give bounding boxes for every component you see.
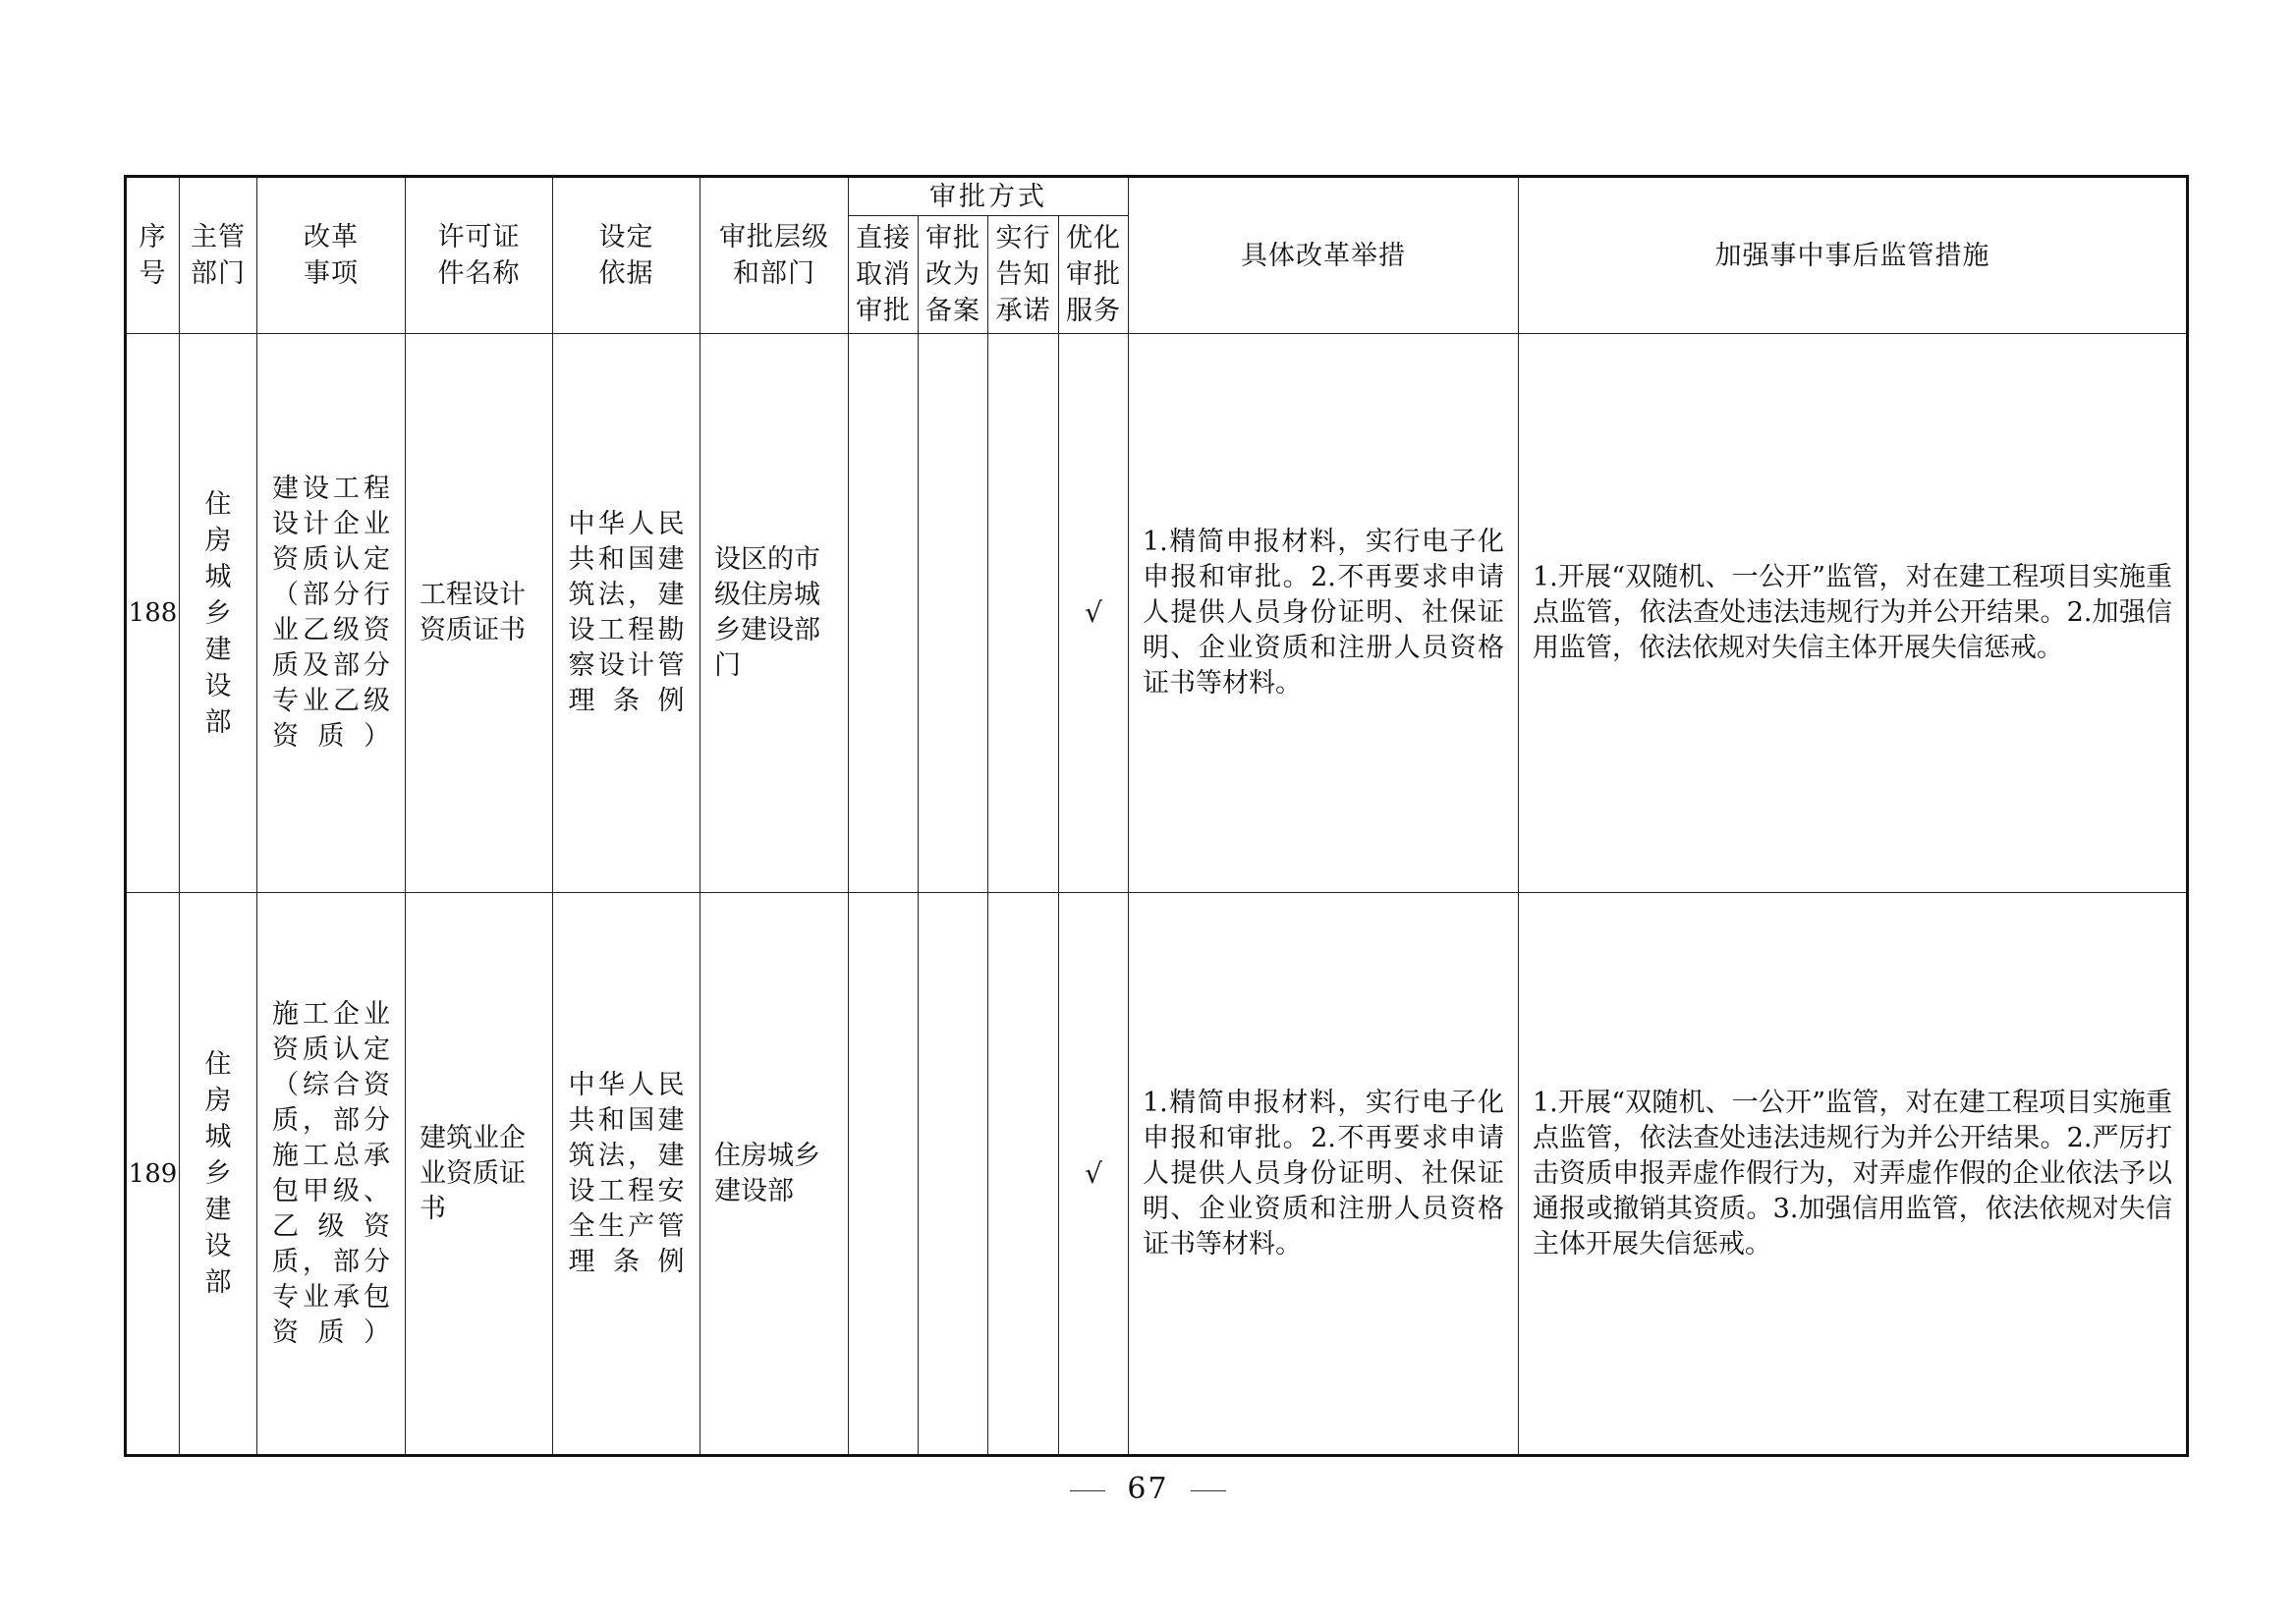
header-item: 改革事项 bbox=[257, 177, 406, 334]
row-item: 建设工程设计企业资质认定（部分行业乙级资质及部分专业乙级资质） bbox=[257, 334, 406, 893]
row-seq: 189 bbox=[126, 893, 180, 1456]
header-level: 审批层级和部门 bbox=[700, 177, 849, 334]
header-mode-record: 审批改为备案 bbox=[919, 216, 988, 334]
row-measures: 1.精简申报材料，实行电子化申报和审批。2.不再要求申请人提供人员身份证明、社保证明、企业资质和注册人员资格证书等材料。 bbox=[1129, 893, 1519, 1456]
row-seq: 188 bbox=[126, 334, 180, 893]
row-mode-cancel bbox=[849, 893, 919, 1456]
header-supervision: 加强事中事后监管措施 bbox=[1519, 177, 2188, 334]
row-supervision: 1.开展“双随机、一公开”监管，对在建工程项目实施重点监管，依法查处违法违规行为并公开结果。2.加强信用监管，依法依规对失信主体开展失信惩戒。 bbox=[1519, 334, 2188, 893]
row-basis: 中华人民共和国建筑法，建设工程勘察设计管理条例 bbox=[553, 334, 700, 893]
row-mode-commitment bbox=[988, 334, 1059, 893]
page-footer bbox=[0, 1472, 2296, 1506]
header-measures: 具体改革举措 bbox=[1129, 177, 1519, 334]
header-row-1 bbox=[126, 177, 2188, 216]
row-basis: 中华人民共和国建筑法，建设工程安全生产管理条例 bbox=[553, 893, 700, 1456]
row-dept: 住房城乡建设部 bbox=[180, 334, 257, 893]
row-mode-optimize: √ bbox=[1059, 334, 1129, 893]
row-license: 建筑业企业资质证书 bbox=[406, 893, 553, 1456]
header-mode-cancel: 直接取消审批 bbox=[849, 216, 919, 334]
header-license: 许可证件名称 bbox=[406, 177, 553, 334]
header-dept: 主管部门 bbox=[180, 177, 257, 334]
row-mode-cancel bbox=[849, 334, 919, 893]
header-mode-commitment: 实行告知承诺 bbox=[988, 216, 1059, 334]
row-item: 施工企业资质认定（综合资质，部分施工总承包甲级、乙级资质，部分专业承包资质） bbox=[257, 893, 406, 1456]
table-row bbox=[126, 893, 2188, 1456]
row-measures: 1.精简申报材料，实行电子化申报和审批。2.不再要求申请人提供人员身份证明、社保证明、企业资质和注册人员资格证书等材料。 bbox=[1129, 334, 1519, 893]
row-mode-commitment bbox=[988, 893, 1059, 1456]
row-mode-record bbox=[919, 893, 988, 1456]
header-basis: 设定依据 bbox=[553, 177, 700, 334]
row-level: 设区的市级住房城乡建设部门 bbox=[700, 334, 849, 893]
row-mode-optimize: √ bbox=[1059, 893, 1129, 1456]
row-dept: 住房城乡建设部 bbox=[180, 893, 257, 1456]
footer-dash-right bbox=[1191, 1490, 1226, 1491]
header-seq: 序号 bbox=[126, 177, 180, 334]
footer-dash-left bbox=[1070, 1490, 1105, 1491]
reform-table bbox=[124, 175, 2189, 1457]
row-license: 工程设计资质证书 bbox=[406, 334, 553, 893]
row-mode-record bbox=[919, 334, 988, 893]
header-approval-group: 审批方式 bbox=[849, 177, 1129, 216]
table-row bbox=[126, 334, 2188, 893]
row-supervision: 1.开展“双随机、一公开”监管，对在建工程项目实施重点监管，依法查处违法违规行为并公开结果。2.严厉打击资质申报弄虚作假行为，对弄虚作假的企业依法予以通报或撤销其资质。3.加强信用监管，依法依规对失信主体开展失信惩戒。 bbox=[1519, 893, 2188, 1456]
header-mode-optimize: 优化审批服务 bbox=[1059, 216, 1129, 334]
row-level: 住房城乡建设部 bbox=[700, 893, 849, 1456]
page-number: 67 bbox=[1127, 1472, 1169, 1506]
